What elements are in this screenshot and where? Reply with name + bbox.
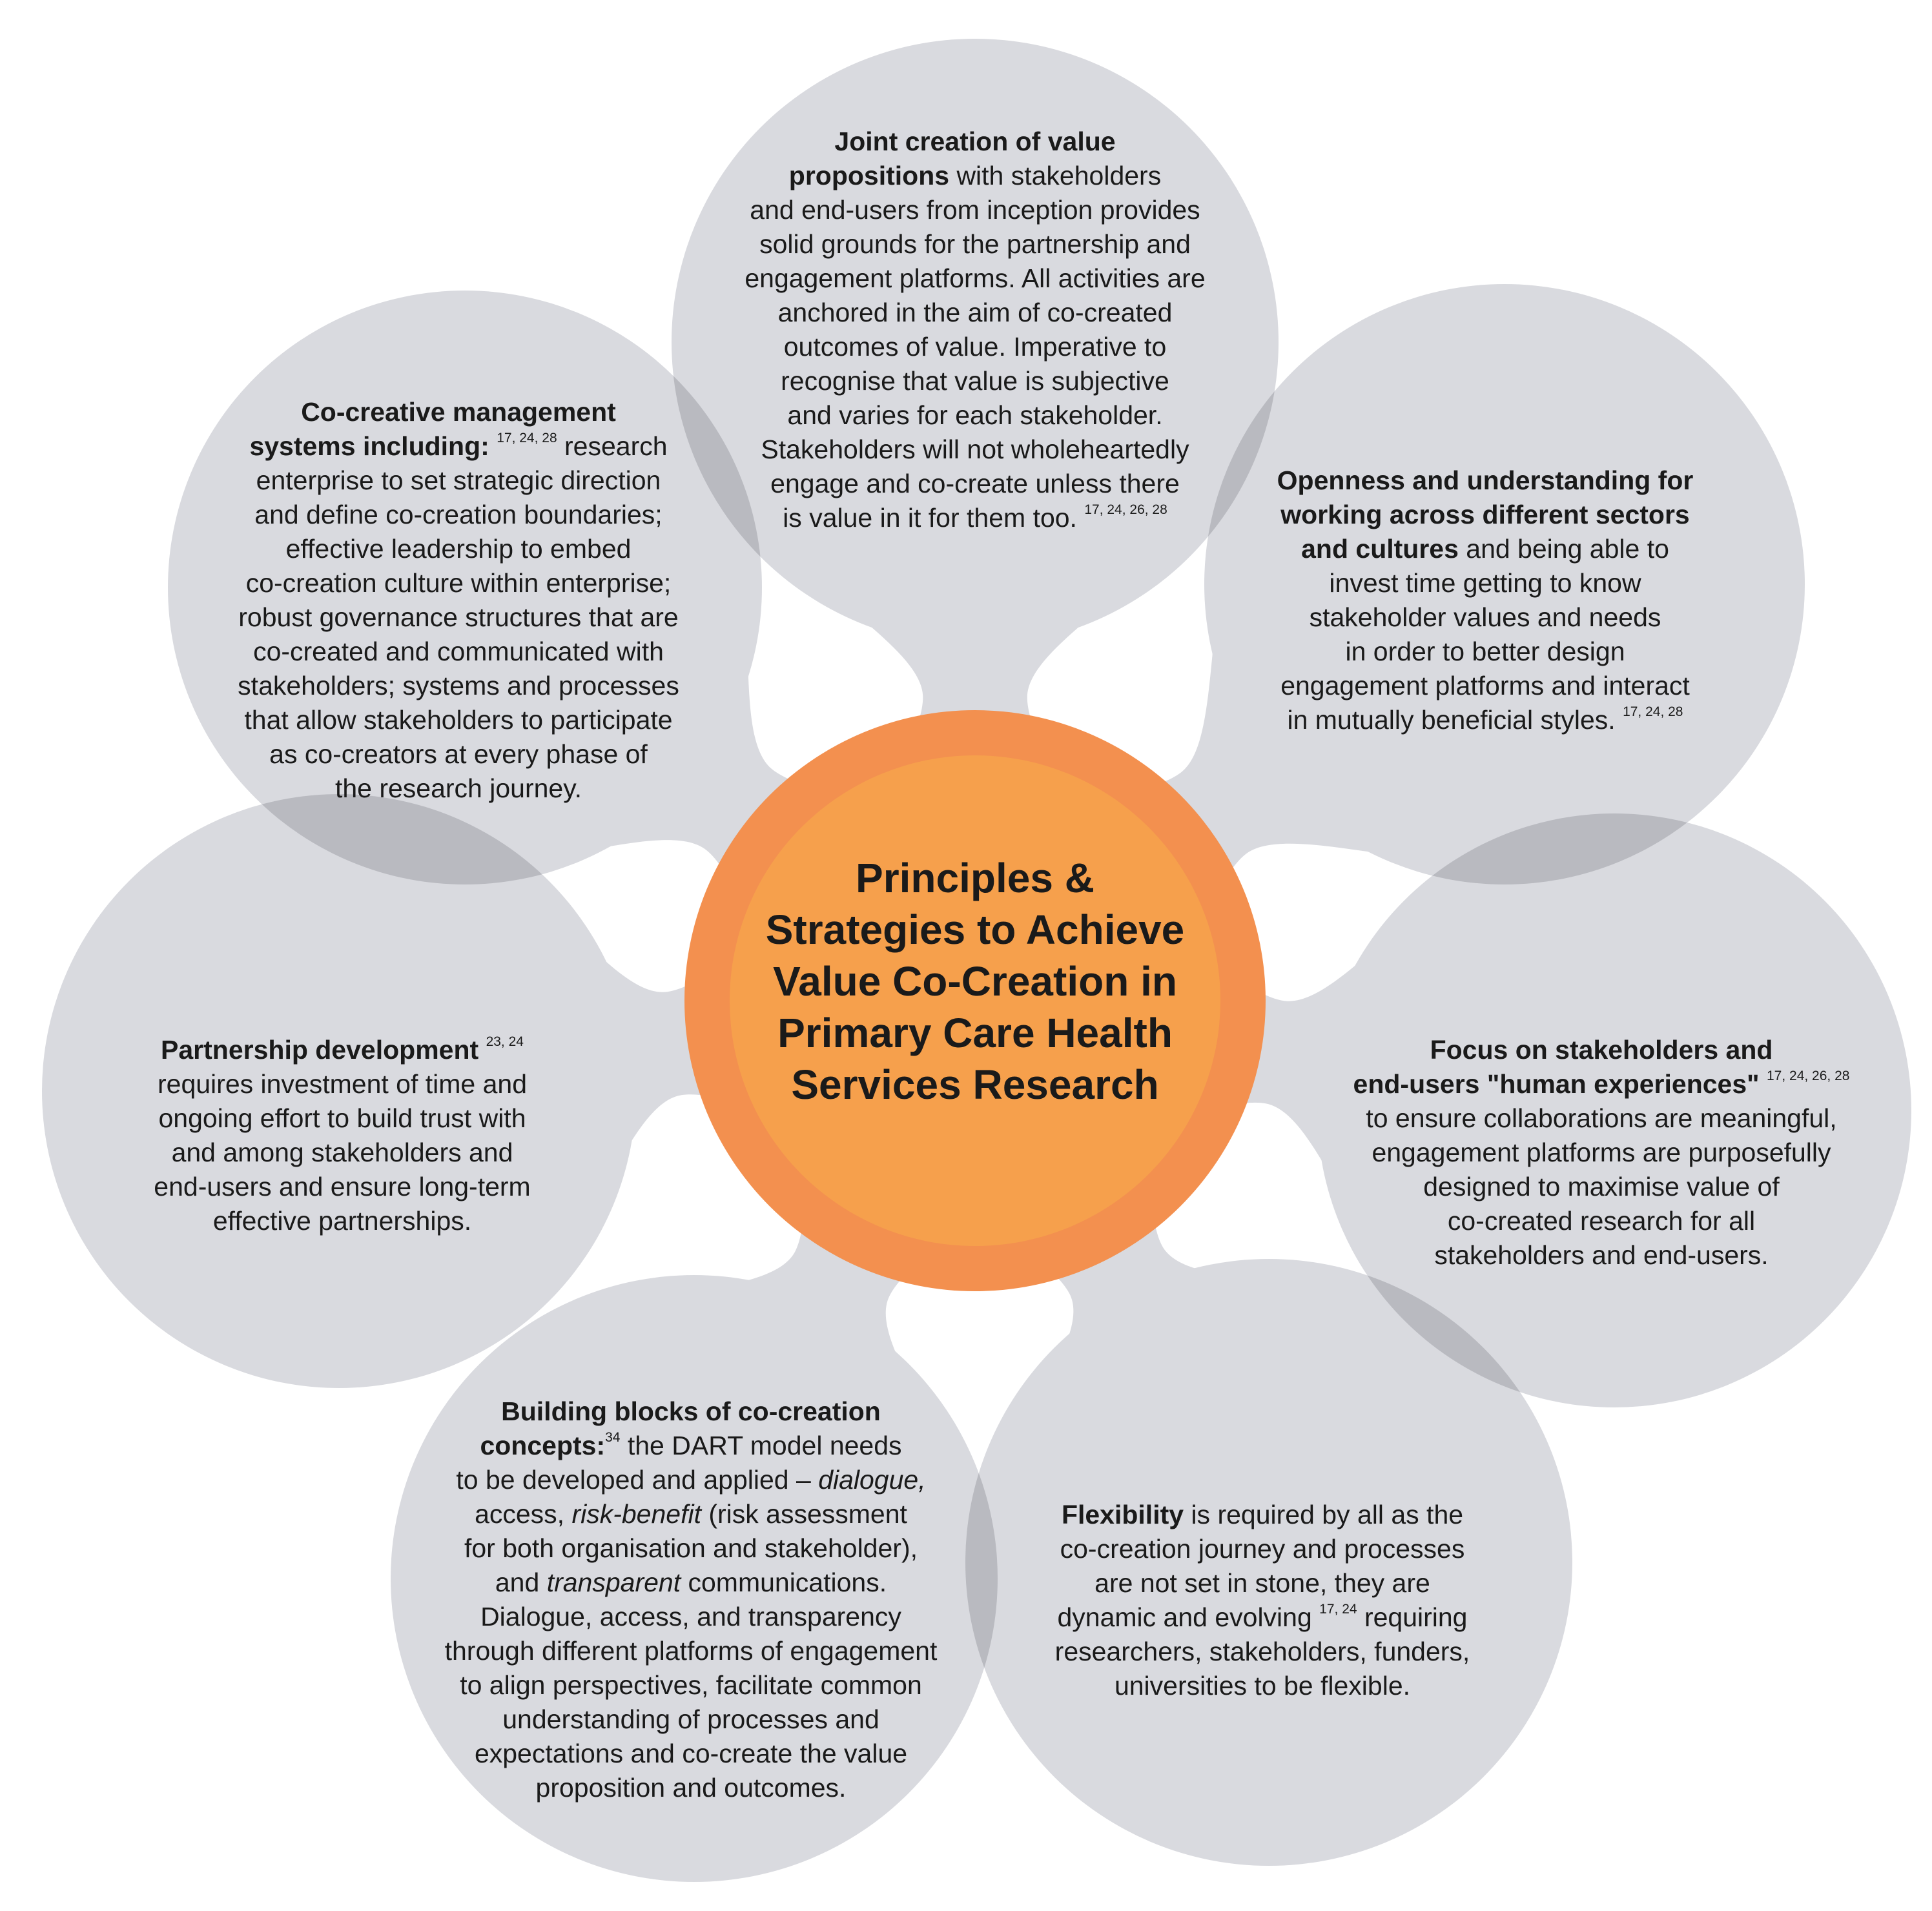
petal-text-line (413, 1497, 969, 1531)
text-run: systems including: (249, 431, 489, 461)
text-run: through different platforms of engagement (444, 1636, 938, 1666)
text-run: stakeholder values and needs (1309, 602, 1661, 632)
petal-text-line (723, 296, 1227, 330)
text-run: to ensure collaborations are meaningful, (1366, 1103, 1837, 1133)
citation-superscript: 34 (605, 1430, 621, 1445)
text-run: stakeholders and end-users. (1434, 1240, 1769, 1270)
petal-text-line (1259, 703, 1711, 737)
text-run: proposition and outcomes. (535, 1773, 847, 1803)
petal-text-line (723, 330, 1227, 364)
center-title-line: Strategies to Achieve (765, 906, 1185, 953)
text-run: requires investment of time and (158, 1069, 527, 1099)
petal-text-line (723, 467, 1227, 501)
text-run: understanding of processes and (502, 1704, 879, 1734)
text-run: end-users "human experiences" (1353, 1069, 1760, 1099)
text-run: is required by all as the (1184, 1500, 1464, 1529)
petal-text-line (723, 398, 1227, 433)
text-run: the DART model needs (620, 1431, 902, 1460)
petal-text-co-creative-management (207, 395, 710, 806)
center-title (710, 852, 1240, 1110)
petal-text-line (1020, 1600, 1505, 1635)
text-run: effective partnerships. (212, 1206, 472, 1236)
text-run: and (495, 1568, 547, 1597)
text-run: engagement platforms are purposefully (1372, 1138, 1831, 1167)
text-run: that allow stakeholders to participate (244, 705, 673, 735)
citation-superscript: 23, 24 (486, 1034, 524, 1049)
text-run: (risk assessment (701, 1499, 907, 1529)
text-run: Focus on stakeholders and (1430, 1035, 1773, 1065)
citation-superscript: 17, 24, 28 (497, 431, 557, 445)
petal-text-line (116, 1033, 568, 1067)
text-run: and varies for each stakeholder. (787, 400, 1163, 430)
text-run: with stakeholders (949, 161, 1162, 190)
petal-text-line (207, 532, 710, 566)
petal-text-flexibility (1020, 1498, 1505, 1703)
petal-text-line (1259, 532, 1711, 566)
text-run: robust governance structures that are (238, 602, 679, 632)
petal-text-line (413, 1668, 969, 1702)
text-run: end-users and ensure long-term (154, 1172, 531, 1201)
petal-text-line (723, 261, 1227, 296)
petal-text-partnership-development (116, 1033, 568, 1238)
petal-text-line (723, 193, 1227, 227)
center-title-line: Primary Care Health (777, 1010, 1173, 1056)
text-run: and define co-creation boundaries; (254, 500, 663, 529)
text-run: universities to be flexible. (1114, 1671, 1411, 1701)
petal-text-focus-stakeholders (1330, 1033, 1873, 1272)
text-run: Building blocks of co-creation (501, 1396, 881, 1426)
text-run: is value in it for them too. (783, 503, 1085, 533)
petal-text-line (207, 669, 710, 703)
petal-text-line (1259, 600, 1711, 635)
text-run: Co-creative management (301, 397, 616, 427)
text-run: and end-users from inception provides (750, 195, 1200, 225)
petal-text-line (1259, 669, 1711, 703)
petal-text-line (1259, 464, 1711, 498)
text-run: enterprise to set strategic direction (256, 465, 661, 495)
text-run: propositions (788, 161, 950, 190)
text-run: in mutually beneficial styles. (1287, 705, 1623, 735)
citation-superscript: 17, 24, 26, 28 (1767, 1068, 1850, 1083)
petal-text-line (116, 1136, 568, 1170)
petal-text-line (1330, 1170, 1873, 1204)
text-run: engage and co-create unless there (770, 469, 1180, 498)
text-run: requiring (1357, 1602, 1468, 1632)
text-run: concepts: (480, 1431, 606, 1460)
petal-text-line (723, 364, 1227, 398)
text-run: Joint creation of value (834, 127, 1116, 156)
text-run: and being able to (1458, 534, 1669, 564)
petal-text-line (116, 1067, 568, 1101)
petal-text-building-blocks (413, 1395, 969, 1805)
petal-text-line (723, 501, 1227, 535)
petal-text-line (207, 429, 710, 464)
petal-text-line (1330, 1101, 1873, 1136)
petal-text-joint-creation (723, 125, 1227, 535)
petal-text-line (413, 1702, 969, 1737)
petal-text-line (413, 1771, 969, 1805)
text-run: engagement platforms and interact (1280, 671, 1690, 700)
citation-superscript: 17, 24 (1319, 1602, 1357, 1617)
petal-text-line (1330, 1204, 1873, 1238)
center-title-line: Value Co-Creation in (773, 958, 1177, 1005)
petal-text-line (1020, 1532, 1505, 1566)
text-run: working across different sectors (1280, 500, 1690, 529)
text-run: for both organisation and stakeholder), (464, 1533, 918, 1563)
petal-text-line (723, 433, 1227, 467)
text-run: are not set in stone, they are (1094, 1568, 1430, 1598)
petal-text-line (723, 159, 1227, 193)
petal-text-line (1330, 1067, 1873, 1101)
text-run: the research journey. (334, 773, 582, 803)
petal-text-line (116, 1170, 568, 1204)
petal-text-line (1330, 1238, 1873, 1272)
petal-text-line (1330, 1136, 1873, 1170)
text-run: solid grounds for the partnership and (759, 229, 1191, 259)
text-run: anchored in the aim of co-created (777, 298, 1173, 327)
petal-text-line (723, 125, 1227, 159)
text-run: access, (475, 1499, 572, 1529)
text-run (1760, 1069, 1767, 1099)
petal-text-line (207, 737, 710, 772)
text-run: co-creation culture within enterprise; (245, 568, 672, 598)
text-run: Openness and understanding for (1277, 465, 1694, 495)
text-run: to be developed and applied – (456, 1465, 819, 1495)
petal-text-line (1020, 1635, 1505, 1669)
text-run: as co-creators at every phase of (269, 739, 648, 769)
text-run: designed to maximise value of (1423, 1172, 1780, 1201)
text-run: researchers, stakeholders, funders, (1054, 1637, 1470, 1666)
text-run: stakeholders; systems and processes (238, 671, 679, 700)
petal-text-line (413, 1566, 969, 1600)
center-title-line: Principles & (856, 855, 1094, 901)
petal-text-line (723, 227, 1227, 261)
text-run (489, 431, 497, 461)
text-run: outcomes of value. Imperative to (783, 332, 1167, 362)
text-run: effective leadership to embed (285, 534, 632, 564)
petal-text-line (1259, 635, 1711, 669)
text-run: dialogue, (818, 1465, 926, 1495)
petal-text-line (207, 600, 710, 635)
petal-text-openness (1259, 464, 1711, 737)
petal-text-line (207, 703, 710, 737)
text-run: Flexibility (1061, 1500, 1184, 1529)
petal-text-line (413, 1463, 969, 1497)
text-run (478, 1035, 486, 1065)
text-run: and among stakeholders and (171, 1138, 513, 1167)
text-run: Stakeholders will not wholeheartedly (761, 434, 1189, 464)
petal-text-line (413, 1395, 969, 1429)
text-run: research (557, 431, 668, 461)
petal-text-line (116, 1204, 568, 1238)
petal-text-line (1020, 1498, 1505, 1532)
text-run: engagement platforms. All activities are (745, 263, 1206, 293)
petal-text-line (1259, 566, 1711, 600)
text-run: ongoing effort to build trust with (158, 1103, 526, 1133)
text-run: to align perspectives, facilitate common (460, 1670, 922, 1700)
petal-text-line (207, 464, 710, 498)
text-run: expectations and co-create the value (474, 1739, 908, 1768)
petal-text-line (1020, 1669, 1505, 1703)
text-run: and cultures (1301, 534, 1459, 564)
center-title-line: Services Research (791, 1061, 1159, 1108)
text-run: Partnership development (161, 1035, 479, 1065)
text-run: recognise that value is subjective (781, 366, 1169, 396)
petal-text-line (1020, 1566, 1505, 1600)
petal-text-line (413, 1429, 969, 1463)
petal-text-line (413, 1600, 969, 1634)
petal-text-line (413, 1737, 969, 1771)
citation-superscript: 17, 24, 26, 28 (1084, 502, 1167, 517)
petal-text-line (1330, 1033, 1873, 1067)
petal-text-line (207, 498, 710, 532)
petal-text-line (207, 635, 710, 669)
text-run: dynamic and evolving (1057, 1602, 1320, 1632)
petal-text-line (116, 1101, 568, 1136)
text-run: co-creation journey and processes (1060, 1534, 1465, 1564)
petal-text-line (413, 1634, 969, 1668)
citation-superscript: 17, 24, 28 (1623, 704, 1683, 719)
text-run: Dialogue, access, and transparency (480, 1602, 901, 1631)
text-run: invest time getting to know (1329, 568, 1641, 598)
text-run: co-created research for all (1447, 1206, 1756, 1236)
text-run: co-created and communicated with (253, 637, 664, 666)
petal-text-line (1259, 498, 1711, 532)
petal-text-line (207, 566, 710, 600)
text-run: communications. (681, 1568, 887, 1597)
text-run: risk-benefit (571, 1499, 701, 1529)
petal-text-line (207, 772, 710, 806)
petal-text-line (413, 1531, 969, 1566)
text-run: transparent (546, 1568, 681, 1597)
text-run: in order to better design (1345, 637, 1625, 666)
petal-text-line (207, 395, 710, 429)
